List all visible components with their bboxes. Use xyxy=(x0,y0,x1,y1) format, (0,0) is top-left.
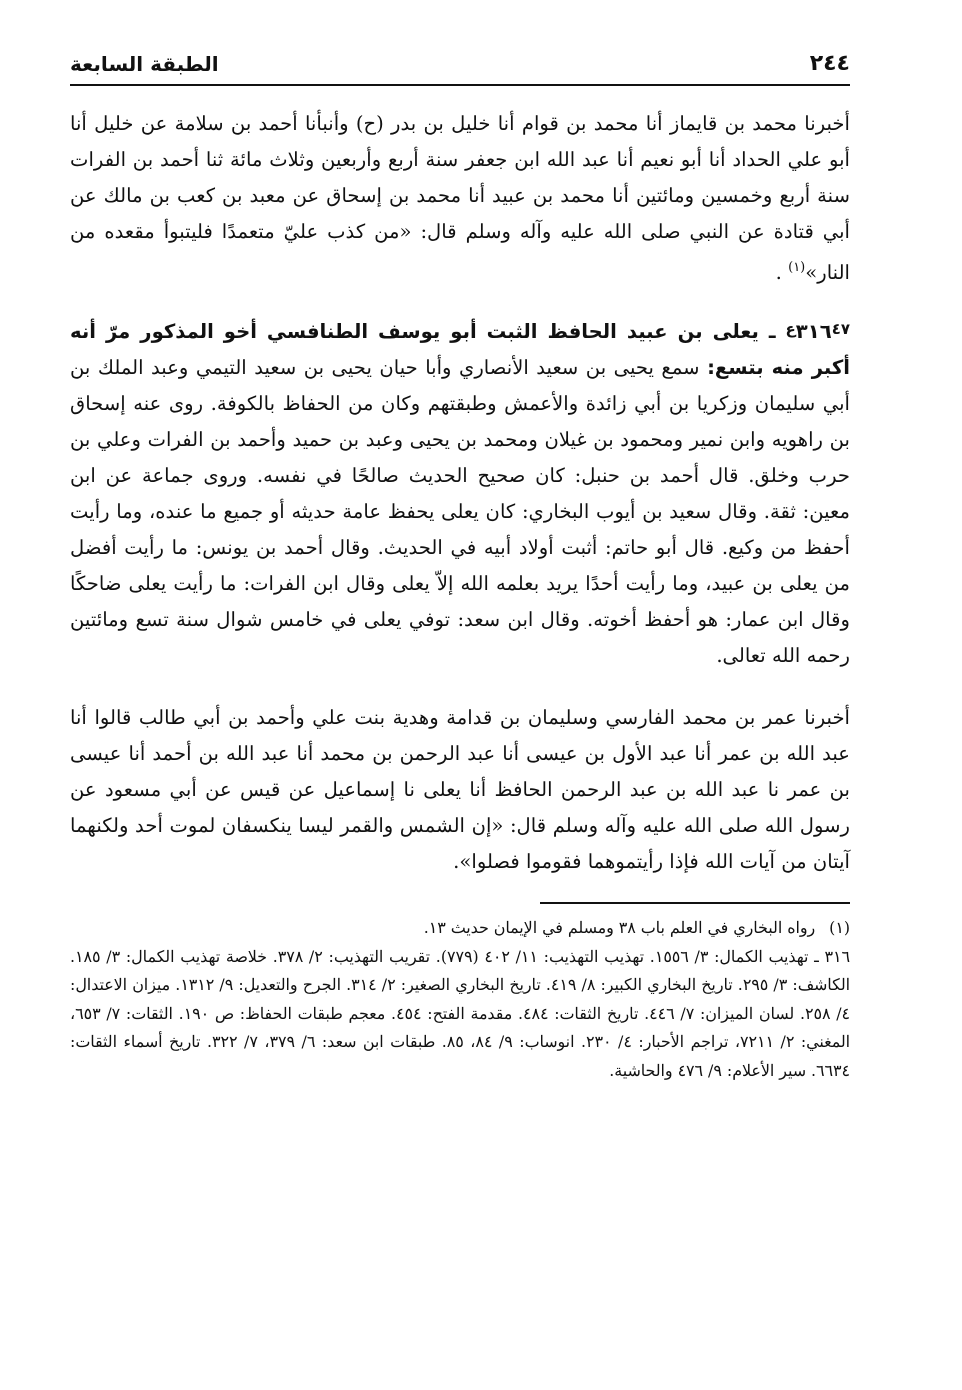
book-page xyxy=(70,50,850,1085)
paragraph-isnad-2 xyxy=(70,700,850,880)
footnote-1-marker: (١) xyxy=(829,918,850,937)
entry-body: سمع يحيى بن سعيد الأنصاري وأبا حيان يحيى بن سعيد التيمي وعبد الملك بن أبي سليمان وزكريا بن أبي زائدة والأعمش وطبقتهم وكان من الحفاظ بالكوفة. روى عنه إسحاق بن راهويه وابن نمير ومحمود بن غيلان ومحمد بن يحيى وعبد بن حميد وأحمد بن الفرات وعلي بن حرب وخلق. قال أحمد بن حنبل: كان صحيح الحديث صالحًا في نفسه. وروى جماعة عن ابن معين: ثقة. وقال سعيد بن أيوب البخاري: كان يعلى يحفظ عامة حديثه أو جميع ما عنده، وما رأيت أحفظ من وكيع. قال أبو حاتم: أثبت أولاد أبيه في الحديث. وقال أحمد بن يونس: ما رأيت أفضل من يعلى بن عبيد، وما رأيت أحدًا يريد بعلمه الله إلاّ يعلى وقال ابن الفرات: ما رأيت يعلى ضاحكًا وقال ابن عمار: هو أحفظ أخوته. وقال ابن سعد: توفي يعلى في خامس شوال سنة تسع ومائتين رحمه الله تعالى. xyxy=(70,356,850,667)
paragraph-1-text: أخبرنا محمد بن قايماز أنا محمد بن قوام أنا خليل بن بدر (ح) وأنبأنا أحمد بن سلامة عن خليل أنا أبو علي الحداد أنا أبو نعيم أنا عبد الله ابن جعفر سنة أربع وأربعين وثلاث مائة ثنا أحمد بن الفرات سنة أربع وخمسين ومائتين أنا محمد بن عبيد أنا محمد بن إسحاق عن معبد بن كعب بن مالك عن أبي قتادة عن النبي صلى الله عليه وآله وسلم قال: «من كذب عليّ متعمدًا فليتبوأ مقعده من النار» xyxy=(70,112,850,284)
paragraph-1-end: . xyxy=(775,261,789,284)
footnotes xyxy=(70,904,850,1085)
paragraph-isnad-1 xyxy=(70,106,850,291)
running-header xyxy=(70,50,850,86)
entry-rumuz: ٤٧ع xyxy=(785,320,850,338)
footnote-316: ٣١٦ ـ تهذيب الكمال: ٣/ ١٥٥٦. تهذيب التهذيب: ١١/ ٤٠٢ (٧٧٩). تقريب التهذيب: ٢/ ٣٧٨. خلاصة تهذيب الكمال: ٣/ ١٨٥. الكاشف: ٣/ ٢٩٥. تاريخ البخاري الكبير: ٨/ ٤١٩. تاريخ البخاري الصغير: ٢/ ٣١٤. الجرح والتعديل: ٩/ ١٣١٢. ميزان الاعتدال: ٤/ ٢٥٨. لسان الميزان: ٧/ ٤٤٦. تاريخ الثقات: ٤٨٤. مقدمة الفتح: ٤٥٤. معجم طبقات الحفاظ: ص ١٩٠. الثقات: ٧/ ٦٥٣، المغني: ٢/ ٧٢١١، تراجم الأحبار: ٤/ ٢٣٠. انوساب: ٩/ ٨٤، ٨٥. طبقات ابن سعد: ٦/ ٣٧٩، ٧/ ٣٢٢. تاريخ أسماء الثقات: ٦٦٣٤. سير الأعلام: ٩/ ٤٧٦ والحاشية. xyxy=(70,946,851,1080)
entry-number: ٣١٦ xyxy=(795,320,832,343)
biography-entry-316 xyxy=(70,311,850,674)
footnote-1-text: رواه البخاري في العلم باب ٣٨ ومسلم في الإيمان حديث ١٣. xyxy=(423,918,816,937)
footnote-1 xyxy=(70,914,850,943)
footnote-separator xyxy=(70,902,851,1085)
entry-title: ـ يعلى بن عبيد الحافظ الثبت أبو يوسف الطنافسي أخو المذكور مرّ أنه أكبر منه بتسع: xyxy=(70,320,850,379)
page-number: ٢٤٤ xyxy=(809,51,850,76)
running-title: الطبقة السابعة xyxy=(70,52,219,76)
footnote-ref-1[interactable]: (١) xyxy=(788,260,806,275)
paragraph-2-text: أخبرنا عمر بن محمد الفارسي وسليمان بن قدامة وهدية بنت علي وأحمد بن أبي طالب قالوا أنا عبد الله بن عمر أنا عبد الأول بن عيسى أنا عبد الرحمن بن محمد أنا عبد الله بن أحمد أنا عيسى بن عمر نا عبد الله بن عبد الرحمن الحافظ أنا يعلى نا إسماعيل عن قيس عن أبي مسعود عن رسول الله صلى الله عليه وآله وسلم قال: «إن الشمس والقمر ليسا ينكسفان لموت أحد ولكنهما آيتان من آيات الله فإذا رأيتموهما فقوموا فصلوا». xyxy=(70,706,850,873)
